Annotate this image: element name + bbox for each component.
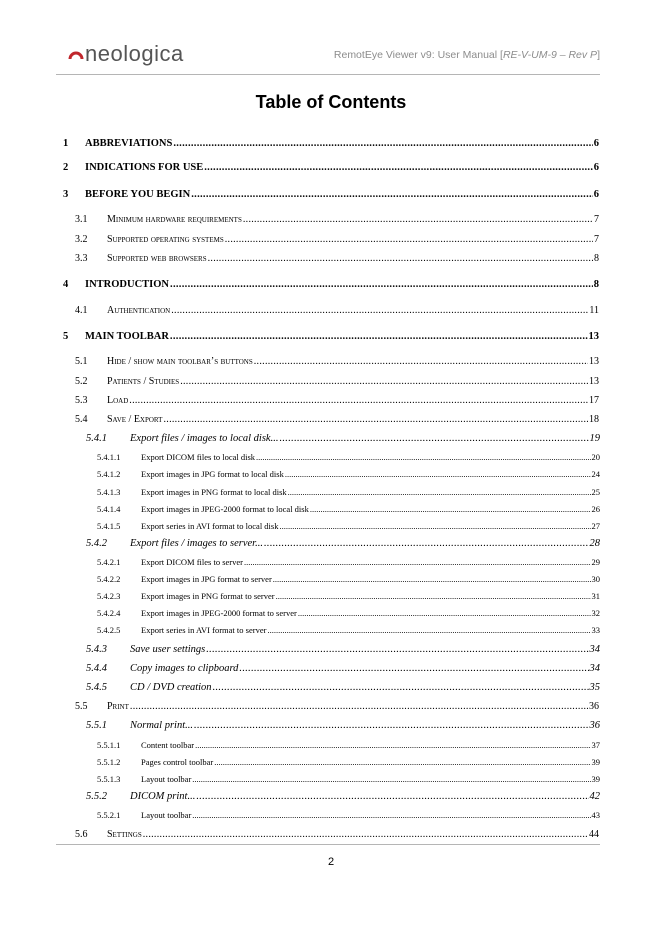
toc-entry[interactable] <box>97 591 600 601</box>
toc-entry-title: Export files / images to local disk... <box>130 433 279 444</box>
logo-text: neologica <box>85 41 184 66</box>
toc-entry-page: 24 <box>591 469 600 479</box>
toc-entry-title: Authentication <box>107 305 171 316</box>
dot-leader <box>244 557 591 567</box>
toc-entry-number: 1 <box>63 138 69 149</box>
toc-entry[interactable] <box>97 521 600 531</box>
toc-entry-page: 26 <box>591 504 600 514</box>
dot-leader <box>273 574 591 584</box>
toc-entry-title: Export DICOM files to local disk <box>141 452 256 462</box>
toc-entry-title: Export images in PNG format to server <box>141 591 275 601</box>
dot-leader <box>285 469 591 479</box>
toc-entry-title: Export files / images to server... <box>130 538 263 549</box>
toc-entry[interactable] <box>75 214 599 225</box>
dot-leader <box>254 356 588 367</box>
dot-leader <box>288 487 591 497</box>
toc-entry-title: Layout toolbar <box>141 810 192 820</box>
toc-entry[interactable] <box>86 682 600 693</box>
toc-entry-number: 5.4.1.5 <box>97 521 121 531</box>
toc-entry-number: 5.4.2.5 <box>97 625 121 635</box>
dot-leader <box>143 829 588 840</box>
dot-leader <box>279 433 588 444</box>
toc-entry[interactable] <box>86 433 600 444</box>
toc-entry-title: Copy images to clipboard <box>130 663 239 674</box>
footer-divider <box>56 844 600 845</box>
dot-leader <box>208 253 593 264</box>
toc-entry-title: INDICATIONS FOR USE <box>85 162 204 173</box>
toc-entry-number: 5.3 <box>75 395 88 406</box>
toc-entry-page: 28 <box>589 538 600 549</box>
dot-leader <box>129 395 588 406</box>
toc-entry-title: Hide / show main toolbar’s buttons <box>107 356 253 367</box>
toc-entry[interactable] <box>86 791 600 802</box>
toc-entry-number: 5.5.2.1 <box>97 810 121 820</box>
toc-entry-title: Patients / Studies <box>107 376 180 387</box>
toc-entry[interactable] <box>75 414 599 425</box>
toc-entry[interactable] <box>75 395 599 406</box>
toc-entry[interactable] <box>75 253 599 264</box>
toc-entry-page: 6 <box>593 138 599 149</box>
toc-entry-number: 5.4.2.2 <box>97 574 121 584</box>
toc-entry-title: Export images in PNG format to local disk <box>141 487 287 497</box>
toc-entry-page: 7 <box>594 214 599 225</box>
toc-entry-number: 5.5.2 <box>86 791 107 802</box>
toc-entry[interactable] <box>97 774 600 784</box>
toc-entry-number: 5.5.1.3 <box>97 774 121 784</box>
toc-entry-page: 32 <box>591 608 600 618</box>
dot-leader <box>298 608 591 618</box>
toc-entry-page: 13 <box>588 331 599 342</box>
toc-entry-number: 5.4.1.2 <box>97 469 121 479</box>
toc-entry[interactable] <box>97 740 600 750</box>
page-title: Table of Contents <box>255 92 407 112</box>
toc-entry-page: 29 <box>591 557 600 567</box>
toc-entry-title: Minimum hardware requirements <box>107 214 242 225</box>
dot-leader <box>192 774 590 784</box>
toc-entry-title: Export series in AVI format to local disk <box>141 521 279 531</box>
dot-leader <box>180 376 588 387</box>
dot-leader <box>213 682 589 693</box>
dot-leader <box>214 757 590 767</box>
toc-entry-page: 13 <box>589 356 599 367</box>
toc-entry-title: CD / DVD creation <box>130 682 212 693</box>
dot-leader <box>192 810 590 820</box>
toc-entry-number: 3.3 <box>75 253 88 264</box>
toc-entry-title: BEFORE YOU BEGIN <box>85 189 191 200</box>
toc-entry[interactable] <box>97 757 600 767</box>
dot-leader <box>310 504 591 514</box>
toc-entry-number: 5.4.4 <box>86 663 107 674</box>
toc-entry-page: 36 <box>589 720 600 731</box>
toc-entry-number: 5.4.1.4 <box>97 504 121 514</box>
toc-entry-page: 27 <box>591 521 600 531</box>
toc-entry-number: 5.6 <box>75 829 88 840</box>
toc-entry-number: 5.4 <box>75 414 88 425</box>
dot-leader <box>163 414 588 425</box>
toc-entry-number: 3.1 <box>75 214 88 225</box>
dot-leader <box>191 189 593 200</box>
toc-entry-number: 5.4.2.4 <box>97 608 121 618</box>
toc-entry[interactable] <box>63 279 599 290</box>
toc-entry[interactable] <box>75 701 599 712</box>
toc-entry-title: MAIN TOOLBAR <box>85 331 169 342</box>
toc-entry[interactable] <box>97 504 600 514</box>
toc-entry[interactable] <box>75 356 599 367</box>
toc-entry-title: DICOM print... <box>130 791 196 802</box>
toc-entry-page: 19 <box>589 433 600 444</box>
dot-leader <box>194 720 588 731</box>
toc-entry[interactable] <box>63 189 599 200</box>
toc-entry-page: 6 <box>593 189 599 200</box>
toc-entry[interactable] <box>63 331 599 342</box>
toc-entry-number: 5.1 <box>75 356 88 367</box>
dot-leader <box>195 740 590 750</box>
toc-entry[interactable] <box>97 574 600 584</box>
toc-entry-title: Export images in JPEG-2000 format to local disk <box>141 504 309 514</box>
dot-leader <box>171 305 588 316</box>
toc-entry[interactable] <box>97 625 600 635</box>
toc-entry-page: 43 <box>591 810 600 820</box>
toc-entry-title: Supported operating systems <box>107 234 224 245</box>
toc-entry[interactable] <box>86 538 600 549</box>
toc-entry-page: 37 <box>591 740 600 750</box>
toc-entry-number: 5 <box>63 331 69 342</box>
toc-entry-page: 25 <box>591 487 600 497</box>
toc-entry-title: Save user settings <box>130 644 206 655</box>
dot-leader <box>196 791 588 802</box>
toc-entry-title: Pages control toolbar <box>141 757 214 767</box>
toc-entry-page: 17 <box>589 395 599 406</box>
toc-entry-page: 6 <box>593 162 599 173</box>
dot-leader <box>225 234 593 245</box>
toc-entry[interactable] <box>97 557 600 567</box>
dot-leader <box>267 625 590 635</box>
toc-entry-number: 3 <box>63 189 69 200</box>
toc-entry-title: Settings <box>107 829 142 840</box>
dot-leader <box>170 279 593 290</box>
toc-entry-number: 5.4.2.3 <box>97 591 121 601</box>
toc-entry-title: Save / Export <box>107 414 163 425</box>
toc-entry-number: 5.4.2.1 <box>97 557 121 567</box>
toc-entry-page: 35 <box>589 682 600 693</box>
toc-entry[interactable] <box>75 376 599 387</box>
toc-entry-page: 34 <box>589 663 600 674</box>
toc-entry-page: 13 <box>589 376 599 387</box>
dot-leader <box>206 644 588 655</box>
toc-entry-page: 30 <box>591 574 600 584</box>
dot-leader <box>276 591 591 601</box>
toc-entry-title: Print <box>107 701 129 712</box>
toc-entry[interactable] <box>97 608 600 618</box>
toc-entry-page: 44 <box>589 829 599 840</box>
toc-entry-number: 5.5.1.2 <box>97 757 121 767</box>
dot-leader <box>264 538 589 549</box>
toc-entry-number: 3.2 <box>75 234 88 245</box>
toc-entry-title: Export images in JPG format to server <box>141 574 272 584</box>
toc-entry-page: 11 <box>589 305 599 316</box>
toc-entry-title: Load <box>107 395 129 406</box>
toc-entry[interactable] <box>63 138 599 149</box>
toc-entry-number: 5.2 <box>75 376 88 387</box>
toc-entry-number: 5.4.1.1 <box>97 452 121 462</box>
toc-entry-page: 31 <box>591 591 600 601</box>
toc-entry-number: 5.4.1 <box>86 433 107 444</box>
document-reference: RemotEye Viewer v9: User Manual [RE-V-UM-9 – Rev P] <box>333 49 600 61</box>
neologica-logo <box>62 40 214 70</box>
dot-leader <box>239 663 588 674</box>
toc-entry-title: ABBREVIATIONS <box>85 138 173 149</box>
dot-leader <box>256 452 590 462</box>
toc-entry-page: 39 <box>591 757 600 767</box>
toc-entry[interactable] <box>97 487 600 497</box>
toc-entry[interactable] <box>97 810 600 820</box>
toc-entry[interactable] <box>97 452 600 462</box>
toc-entry-page: 33 <box>591 625 600 635</box>
toc-entry-number: 5.4.2 <box>86 538 107 549</box>
dot-leader <box>204 162 593 173</box>
toc-entry-number: 5.4.1.3 <box>97 487 121 497</box>
toc-entry-number: 5.4.3 <box>86 644 107 655</box>
toc-entry-page: 39 <box>591 774 600 784</box>
toc-entry-title: Normal print... <box>130 720 194 731</box>
toc-entry-page: 20 <box>591 452 600 462</box>
toc-entry[interactable] <box>86 644 600 655</box>
toc-entry-title: Export images in JPG format to local disk <box>141 469 284 479</box>
toc-entry-number: 5.4.5 <box>86 682 107 693</box>
toc-entry-title: Export series in AVI format to server <box>141 625 267 635</box>
toc-entry-number: 2 <box>63 162 69 173</box>
toc-entry-title: Export images in JPEG-2000 format to server <box>141 608 297 618</box>
toc-entry-number: 5.5 <box>75 701 88 712</box>
page-number: 2 <box>327 856 335 868</box>
toc-entry[interactable] <box>86 663 600 674</box>
page-header <box>56 38 600 75</box>
toc-entry-page: 36 <box>589 701 599 712</box>
toc-entry-page: 34 <box>589 644 600 655</box>
dot-leader <box>130 701 588 712</box>
toc-entry[interactable] <box>75 305 599 316</box>
toc-entry-title: Layout toolbar <box>141 774 192 784</box>
toc-entry-page: 8 <box>594 253 599 264</box>
toc-entry[interactable] <box>75 234 599 245</box>
toc-entry-page: 42 <box>589 791 600 802</box>
toc-entry-number: 5.5.1.1 <box>97 740 121 750</box>
dot-leader <box>279 521 590 531</box>
toc-entry-title: Supported web browsers <box>107 253 207 264</box>
toc-entry-page: 8 <box>593 279 599 290</box>
dot-leader <box>173 138 592 149</box>
dot-leader <box>170 331 588 342</box>
toc-entry-number: 4.1 <box>75 305 88 316</box>
toc-entry[interactable] <box>86 720 600 731</box>
toc-entry-number: 4 <box>63 279 69 290</box>
toc-entry-title: INTRODUCTION <box>85 279 170 290</box>
toc-entry[interactable] <box>75 829 599 840</box>
toc-entry[interactable] <box>97 469 600 479</box>
toc-entry-number: 5.5.1 <box>86 720 107 731</box>
toc-entry[interactable] <box>63 162 599 173</box>
dot-leader <box>243 214 593 225</box>
toc-entry-page: 18 <box>589 414 599 425</box>
toc-entry-page: 7 <box>594 234 599 245</box>
toc-entry-title: Export DICOM files to server <box>141 557 243 567</box>
toc-entry-title: Content toolbar <box>141 740 195 750</box>
